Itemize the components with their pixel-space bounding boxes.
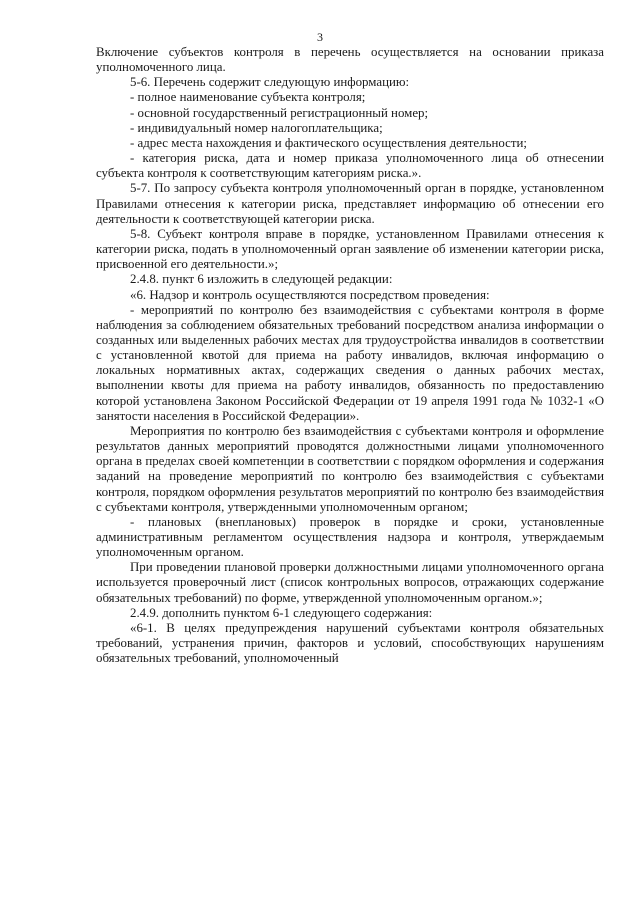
paragraph: - полное наименование субъекта контроля; [130,90,366,105]
paragraph: - адрес места нахождения и фактического осуществления деятельности; [130,135,527,150]
paragraph: - категория риска, дата и номер приказа уполномоченного лица об отнесении субъекта контроля к соответствующим категориям риска.». [96,151,604,181]
paragraph: «6-1. В целях предупреждения нарушений субъектами контроля обязательных требований, устранения причин, факторов и условий, способствующих нарушениям обязательных требований, уполномоченный [96,620,604,666]
paragraph: 2.4.8. пункт 6 изложить в следующей редакции: [130,272,393,287]
paragraph: 5-6. Перечень содержит следующую информацию: [130,75,410,90]
paragraph: - мероприятий по контролю без взаимодействия с субъектами контроля в форме наблюдения за соблюдением обязательных требований посредством анализа информации о созданных или выделенных рабочих местах для трудоустройства инвалидов в соответствии с установленной квотой для приема на работу инвалидов, включая информацию о локальных нормативных актах, содержащих сведения о данных рабочих местах, выполнении квоты для приема на работу инвалидов, обязанность по предоставлению которой установлена Законом Российской Федерации от 19 апреля 1991 года № 1032-1 «О занятости населения в Российской Федерации». [96,302,604,423]
paragraph: Включение субъектов контроля в перечень осуществляется на основании приказа уполномоченного лица. [96,45,604,75]
paragraph: - основной государственный регистрационный номер; [130,105,429,120]
paragraph: 5-7. По запросу субъекта контроля уполномоченный орган в порядке, установленном Правилами отнесения к категории риска, представляет информацию об отнесении его деятельности к соответствующей категории риска. [96,181,604,226]
paragraph: «6. Надзор и контроль осуществляются посредством проведения: [130,287,490,302]
page-number: 3 [317,30,323,44]
paragraph: 5-8. Субъект контроля вправе в порядке, установленном Правилами отнесения к категории риска, подать в уполномоченный орган заявление об изменении категории риска, присвоенной его деятельности.»; [96,226,604,272]
paragraph: 2.4.9. дополнить пунктом 6-1 следующего содержания: [130,605,433,620]
paragraph: При проведении плановой проверки должностными лицами уполномоченного органа используется проверочный лист (список контрольных вопросов, отражающих содержание обязательных требований) по форме, утвержденной уполномоченным органом.»; [96,560,604,605]
paragraph: - плановых (внеплановых) проверок в порядке и сроки, установленные административным регламентом осуществления надзора и контроля, утверждаемым уполномоченным органом. [96,514,604,560]
paragraph: - индивидуальный номер налогоплательщика; [130,120,383,135]
paragraph: Мероприятия по контролю без взаимодействия с субъектами контроля и оформление результатов данных мероприятий проводятся должностными лицами уполномоченного органа в пределах своей компетенции в соответствии с порядком оформления и содержания заданий на проведение мероприятий по контролю без взаимодействия с субъектами контроля, порядком оформления результатов мероприятий по контролю без взаимодействия с субъектами контроля, утвержденными уполномоченным органом; [96,423,604,514]
document-body [96,45,604,666]
